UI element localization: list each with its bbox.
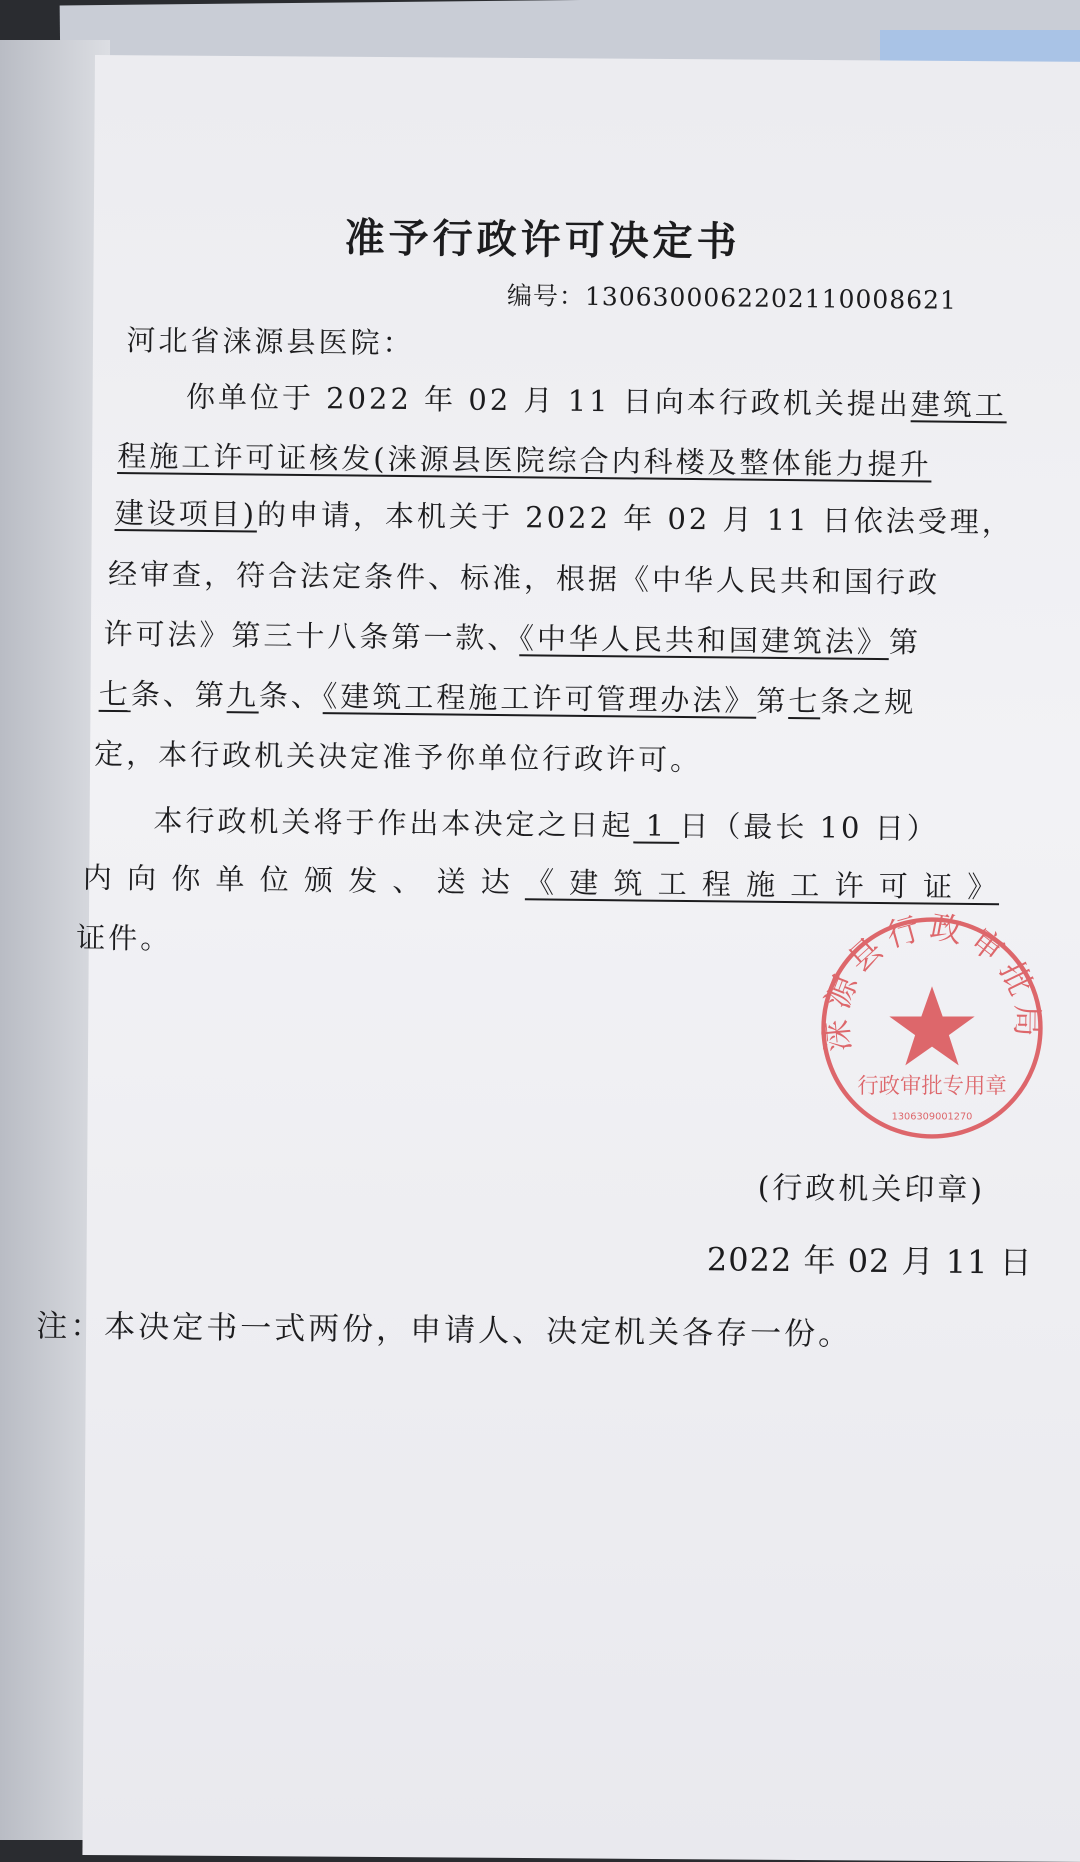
underlined-text: 建筑工 <box>910 387 1007 423</box>
text-line <box>186 375 1007 425</box>
seal-label: (行政机关印章) <box>757 1170 986 1209</box>
text-line <box>94 732 702 779</box>
underlined-text: 七 <box>98 676 131 712</box>
text-segment: 的申请，本机关于 2022 年 02 月 11 日依法受理， <box>256 497 1015 540</box>
text-line <box>108 552 940 602</box>
seal-top-text: 涞源县行政审批局 <box>816 908 1047 1054</box>
text-segment: 证件。 <box>76 920 173 956</box>
underlined-text: 程施工许可证核发(涞源县医院综合内科楼及整体能力提升 <box>117 439 932 482</box>
official-seal <box>812 908 1052 1148</box>
text-segment: 许可法》第三十八条第一款、 <box>103 616 520 656</box>
underlined-text: 《中华人民共和国建筑法》 <box>519 621 890 660</box>
underlined-text: 九 <box>226 678 260 713</box>
text-line <box>99 672 917 722</box>
text-segment: 第 <box>888 625 922 660</box>
text-segment: 你单位于 2022 年 02 月 11 日向本行政机关提出 <box>185 379 911 422</box>
salutation: 河北省涞源县医院： <box>126 323 415 361</box>
underlined-text: 《 建 筑 工 程 施 工 许 可 证 》 <box>524 865 1000 905</box>
text-segment: 第 <box>756 683 789 719</box>
text-line <box>76 916 172 958</box>
underlined-text: 七 <box>788 684 821 719</box>
text-segment: 经审查，符合法定条件、标准，根据《中华人民共和国行政 <box>107 556 941 600</box>
text-line <box>83 856 1000 907</box>
seal-bottom-text: 行政审批专用章 <box>857 1073 1007 1099</box>
text-line <box>115 491 1015 541</box>
text-line <box>103 612 921 662</box>
text-segment: 定，本行政机关决定准予你单位行政许可。 <box>94 736 703 778</box>
text-segment: 条、 <box>258 678 324 714</box>
text-line <box>153 798 939 847</box>
issue-date: 2022 年 02 月 11 日 <box>706 1240 1033 1282</box>
underlined-text: 《建筑工程施工许可管理办法》 <box>322 679 757 718</box>
text-segment: 日（最长 10 日） <box>679 808 939 846</box>
text-segment: 条之规 <box>820 684 917 720</box>
seal-code: 1306309001270 <box>891 1111 973 1123</box>
text-segment: 条、第 <box>130 677 228 713</box>
document-number: 编号：13063000622021100086​21 <box>506 281 958 315</box>
document-title: 准予行政许可决定书 <box>344 214 741 266</box>
text-segment: 本行政机关将于作出本决定之日起 <box>153 803 634 843</box>
seal-star-icon <box>889 986 974 1065</box>
text-segment: 内 向 你 单 位 颁 发 、 送 达 <box>82 860 526 900</box>
note: 注：本决定书一式两份，申请人、决定机关各存一份。 <box>35 1308 853 1353</box>
underlined-text: 1 <box>633 808 680 843</box>
text-line <box>117 434 932 484</box>
underlined-text: 建设项目) <box>114 495 258 532</box>
